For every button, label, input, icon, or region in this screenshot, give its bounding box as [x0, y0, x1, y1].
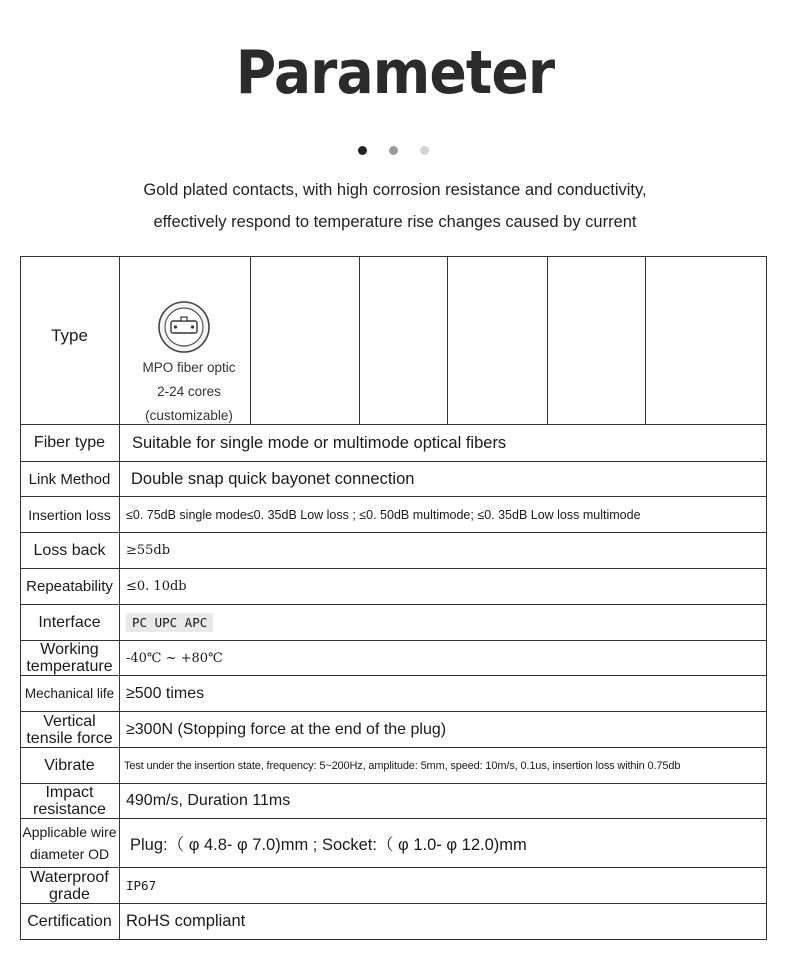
carousel-dot-active[interactable] — [358, 146, 367, 155]
type-product-name: MPO fiber optic — [142, 360, 236, 375]
type-column-divider — [547, 256, 548, 424]
type-cores: 2-24 cores — [157, 384, 221, 399]
value-mechanical-life: ≥500 times — [126, 684, 205, 702]
value-link-method: Double snap quick bayonet connection — [131, 469, 415, 488]
value-working-temperature: -40℃ ~ +80℃ — [126, 650, 223, 666]
value-waterproof-grade: IP67 — [126, 878, 157, 893]
value-vibrate: Test under the insertion state, frequency: 5~200Hz, amplitude: 5mm, speed: 10m/s, 0.1us, insertion loss within 0.75db — [124, 759, 681, 772]
parameter-table — [20, 256, 767, 940]
value-repeatability: ≤0. 10db — [126, 579, 187, 594]
label-impact-resistance: Impact resistance — [33, 784, 106, 818]
type-column-divider — [359, 256, 360, 424]
label-repeatability: Repeatability — [26, 578, 113, 595]
label-link-method: Link Method — [28, 470, 111, 488]
label-vertical-tensile-force: Vertical tensile force — [26, 712, 113, 747]
type-cell-mpo — [120, 256, 250, 424]
label-working-temperature: Working temperature — [26, 641, 113, 675]
value-vertical-tensile-force: ≥300N (Stopping force at the end of the plug) — [126, 720, 447, 738]
subtitle-line-1: Gold plated contacts, with high corrosion resistance and conductivity, — [143, 181, 647, 199]
type-column-divider — [645, 256, 646, 424]
label-fiber-type: Fiber type — [33, 434, 106, 451]
label-certification: Certification — [27, 912, 112, 930]
carousel-indicator — [0, 144, 790, 158]
value-applicable-wire-diameter: Plug:（ φ 4.8- φ 7.0)mm ; Socket:（ φ 1.0- φ 12.0)mm — [130, 836, 527, 854]
value-certification: RoHS compliant — [126, 912, 246, 930]
value-loss-back: ≥55db — [126, 543, 171, 558]
label-vibrate: Vibrate — [44, 756, 95, 774]
type-label: Type — [51, 326, 88, 345]
label-applicable-wire-diameter: Applicable wire diameter OD — [22, 824, 117, 862]
table-border-bottom — [20, 939, 767, 940]
label-waterproof-grade: Waterproof grade — [30, 868, 109, 903]
carousel-dot[interactable] — [389, 146, 398, 155]
type-note: (customizable) — [145, 408, 233, 423]
page-title: Parameter — [235, 38, 555, 108]
value-interface: PC UPC APC — [126, 613, 213, 632]
carousel-dot[interactable] — [420, 146, 429, 155]
value-fiber-type: Suitable for single mode or multimode optical fibers — [132, 433, 507, 452]
label-insertion-loss: Insertion loss — [28, 506, 111, 523]
subtitle-line-2: effectively respond to temperature rise changes caused by current — [153, 213, 637, 231]
type-column-divider — [447, 256, 448, 424]
value-impact-resistance: 490m/s, Duration 11ms — [126, 792, 291, 809]
label-mechanical-life: Mechanical life — [24, 686, 115, 701]
value-insertion-loss: ≤0. 75dB single mode≤0. 35dB Low loss ; ≤0. 50dB multimode; ≤0. 35dB Low loss multimode — [126, 507, 641, 522]
label-interface: Interface — [38, 613, 101, 631]
label-loss-back: Loss back — [33, 541, 106, 559]
value-interface-wrap — [126, 605, 769, 640]
mpo-connector-icon — [157, 300, 211, 354]
